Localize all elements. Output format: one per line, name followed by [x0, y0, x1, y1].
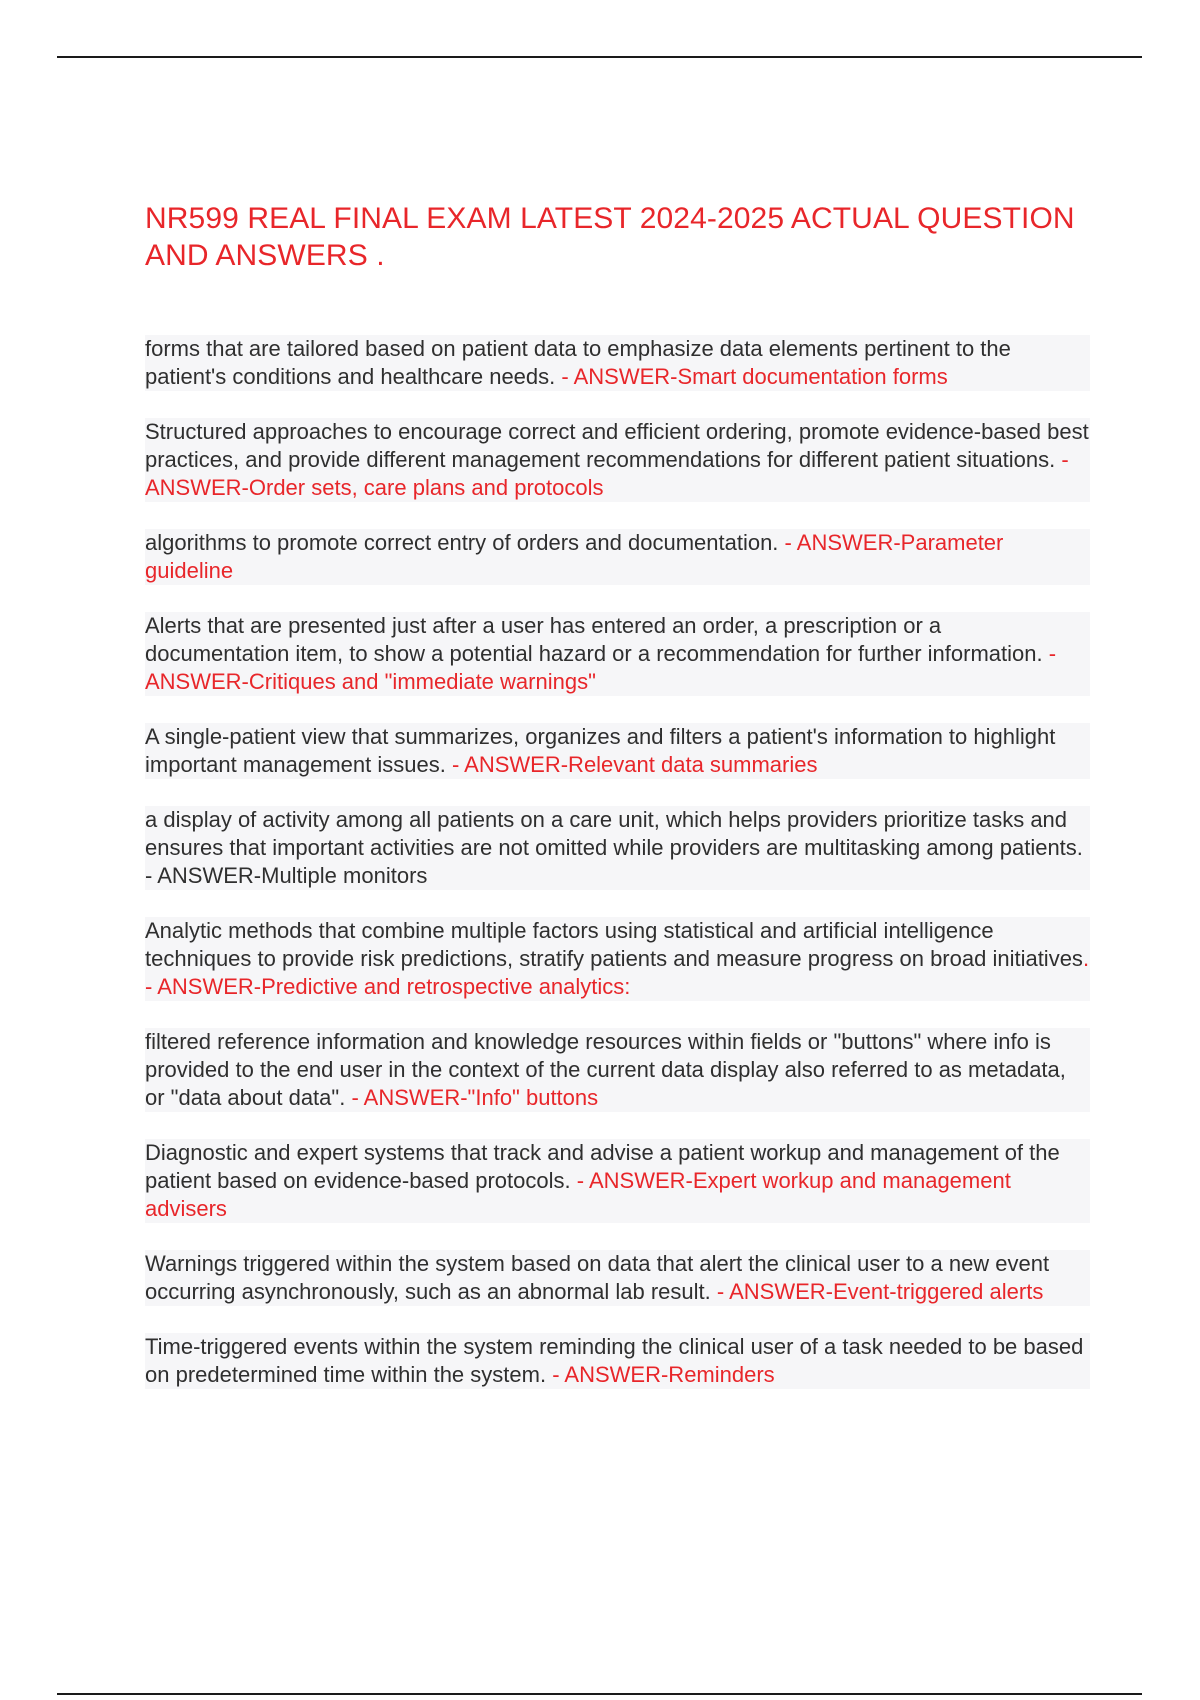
question-text: Diagnostic and expert systems that track and advise a patient workup and management of the patient based on evidence-based protocols. — [145, 1140, 1060, 1193]
qa-item — [145, 1250, 1090, 1306]
question-text: Warnings triggered within the system based on data that alert the clinical user to a new event occurring asynchronously, such as an abnormal lab result. — [145, 1251, 1050, 1304]
document-title: NR599 REAL FINAL EXAM LATEST 2024-2025 ACTUAL QUESTION AND ANSWERS . — [145, 202, 1075, 272]
answer-text: - ANSWER-Reminders — [552, 1362, 775, 1387]
question-text: Alerts that are presented just after a user has entered an order, a prescription or a documentation item, to show a potential hazard or a recommendation for further information. — [145, 613, 1049, 666]
qa-item — [145, 806, 1090, 890]
question-text: Time-triggered events within the system reminding the clinical user of a task needed to be based on predetermined time within the system. — [145, 1334, 1084, 1387]
qa-item — [145, 529, 1090, 585]
answer-text: . - ANSWER-Predictive and retrospective analytics: — [145, 946, 1090, 999]
qa-item — [145, 612, 1090, 696]
answer-text: - ANSWER-Event-triggered alerts — [716, 1279, 1044, 1304]
answer-text: - ANSWER-Order sets, care plans and protocols — [145, 447, 1069, 500]
qa-list — [145, 335, 1090, 1389]
top-divider — [57, 56, 1142, 58]
document-body — [145, 200, 1090, 1416]
qa-item — [145, 1139, 1090, 1223]
answer-text: - ANSWER-"Info" buttons — [351, 1085, 599, 1110]
question-text: Structured approaches to encourage correct and efficient ordering, promote evidence-based best practices, and provide different management recommendations for different patient situations. — [145, 419, 1089, 472]
answer-text: - ANSWER-Expert workup and management advisers — [145, 1168, 1011, 1221]
bottom-divider — [57, 1693, 1142, 1695]
question-text: a display of activity among all patients on a care unit, which helps providers prioritize tasks and ensures that important activities are not omitted while providers are multitasking among patients. — [145, 807, 1083, 860]
qa-item — [145, 418, 1090, 502]
answer-text: - ANSWER-Relevant data summaries — [451, 752, 818, 777]
question-text: forms that are tailored based on patient data to emphasize data elements pertinent to the patient's conditions and healthcare needs. — [145, 336, 1011, 389]
qa-item — [145, 335, 1090, 391]
answer-text: - ANSWER-Multiple monitors — [145, 863, 428, 888]
qa-item — [145, 1333, 1090, 1389]
qa-item — [145, 1028, 1090, 1112]
answer-text: - ANSWER-Critiques and "immediate warnings" — [145, 641, 1057, 694]
qa-item — [145, 723, 1090, 779]
qa-item — [145, 917, 1090, 1001]
answer-text: - ANSWER-Parameter guideline — [145, 530, 1004, 583]
question-text: filtered reference information and knowledge resources within fields or "buttons" where info is provided to the end user in the context of the current data display also referred to as metadata, or "data about data". — [145, 1029, 1066, 1110]
question-text: A single-patient view that summarizes, organizes and filters a patient's information to highlight important management issues. — [145, 724, 1056, 777]
answer-text: - ANSWER-Smart documentation forms — [561, 364, 948, 389]
question-text: Analytic methods that combine multiple factors using statistical and artificial intelligence techniques to provide risk predictions, stratify patients and measure progress on broad initiatives — [145, 918, 1083, 971]
question-text: algorithms to promote correct entry of orders and documentation. — [145, 530, 785, 555]
